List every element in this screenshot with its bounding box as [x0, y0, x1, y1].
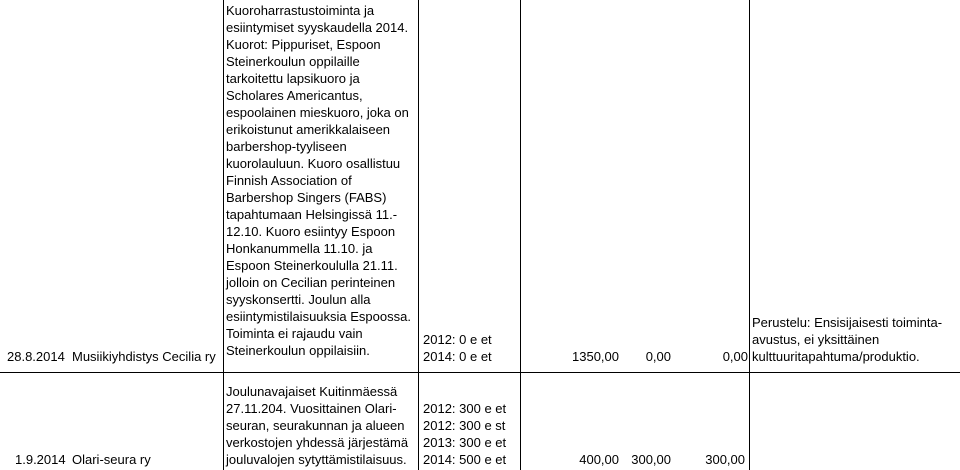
row-proposal-amount: 300,00 — [631, 452, 671, 467]
description-line: Finnish Association of — [226, 173, 352, 188]
history-line: 2012: 300 e et — [423, 401, 507, 416]
description-line: Kuorot: Pippuriset, Espoon — [226, 37, 381, 52]
row-applicant: Musiikiyhdistys Cecilia ry — [72, 349, 216, 364]
row-description — [226, 2, 416, 359]
row-divider — [0, 372, 960, 373]
rationale-line: Perustelu: Ensisijaisesti toiminta- — [752, 315, 943, 330]
description-line: esiintymistilaisuuksia Espoossa. — [226, 309, 411, 324]
row-decision-amount: 0,00 — [722, 349, 748, 364]
history-line: 2012: 0 e et — [423, 332, 492, 347]
row-applicant: Olari-seura ry — [72, 452, 151, 467]
description-line: jolloin on Cecilian perinteinen — [226, 275, 396, 290]
description-line: kuorolauluun. Kuoro osallistuu — [226, 156, 401, 171]
description-line: erikoistunut amerikkalaiseen — [226, 122, 391, 137]
description-line: Espoon Steinerkoululla 21.11. — [226, 258, 398, 273]
row-applied-amount: 1350,00 — [572, 349, 619, 364]
row-date: 1.9.2014 — [15, 452, 66, 467]
description-line: 12.10. Kuoro esiintyy Espoon — [226, 224, 396, 239]
description-line: tapahtumaan Helsingissä 11.- — [226, 207, 398, 222]
description-line: Barbershop Singers (FABS) — [226, 190, 387, 205]
description-line: Steinerkoulun oppilaille — [226, 54, 360, 69]
rationale-line: avustus, ei yksittäinen — [752, 332, 880, 347]
rationale-line: kulttuuritapahtuma/produktio. — [752, 349, 920, 364]
history-line: 2014: 500 e et — [423, 452, 507, 467]
history-line: 2014: 0 e et — [423, 349, 492, 364]
description-line: Honkanummella 11.10. ja — [226, 241, 373, 256]
description-line: Kuoroharrastustoiminta ja — [226, 3, 375, 18]
description-line: verkostojen yhdessä järjestämä — [226, 435, 409, 450]
description-line: tarkoitettu lapsikuoro ja — [226, 71, 360, 86]
grid-line — [520, 0, 521, 470]
grid-line — [223, 0, 224, 470]
description-line: Joulunavajaiset Kuitinmäessä — [226, 384, 398, 399]
description-line: seuran, seurakunnan ja alueen — [226, 418, 405, 433]
grid-line — [418, 0, 419, 470]
row-date: 28.8.2014 — [7, 349, 65, 364]
description-line: Steinerkoulun oppilaisiin. — [226, 343, 370, 358]
grid-line — [749, 0, 750, 470]
row-proposal-amount: 0,00 — [645, 349, 671, 364]
row-history — [423, 331, 492, 365]
history-line: 2012: 300 e st — [423, 418, 506, 433]
description-line: Toiminta ei rajaudu vain — [226, 326, 363, 341]
row-description — [226, 383, 408, 468]
row-decision-amount: 300,00 — [705, 452, 745, 467]
description-line: esiintymiset syyskaudella 2014. — [226, 20, 409, 35]
description-line: 27.11.204. Vuosittainen Olari- — [226, 401, 397, 416]
description-line: syyskonsertti. Joulun alla — [226, 292, 371, 307]
description-line: barbershop-tyyliseen — [226, 139, 347, 154]
description-line: espoolainen mieskuoro, joka on — [226, 105, 409, 120]
description-line: Scholares Americantus, — [226, 88, 363, 103]
description-line: jouluvalojen sytyttämistilaisuus. — [226, 452, 407, 467]
row-applied-amount: 400,00 — [579, 452, 619, 467]
row-history — [423, 400, 506, 468]
history-line: 2013: 300 e et — [423, 435, 507, 450]
row-rationale — [752, 314, 942, 365]
